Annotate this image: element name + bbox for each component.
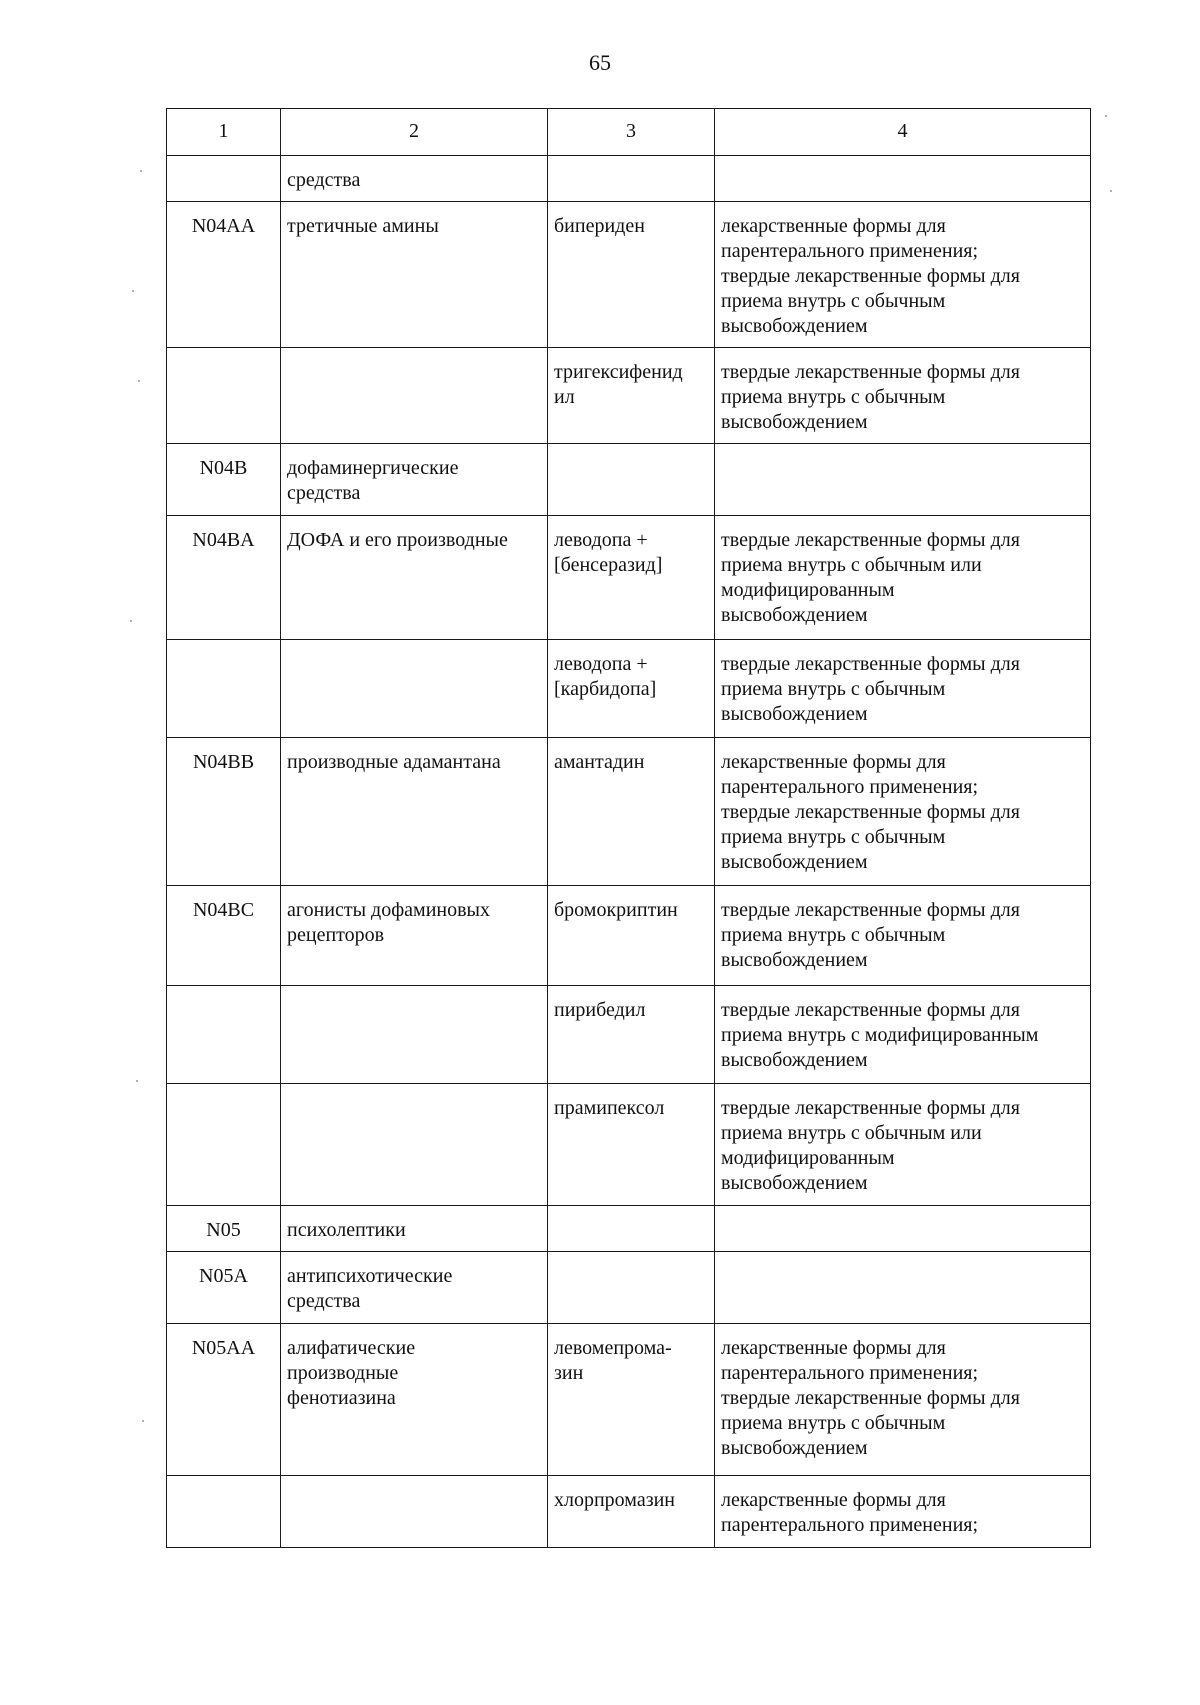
atc-code: N04AA bbox=[191, 215, 256, 237]
substance-cell bbox=[548, 1476, 715, 1548]
scan-speck bbox=[1110, 190, 1112, 192]
substance-name: леводопа + [бенсеразид] bbox=[554, 529, 663, 576]
group-cell bbox=[281, 640, 548, 738]
group-name: алифатические производные фенотиазина bbox=[287, 1337, 416, 1409]
substance-cell bbox=[548, 640, 715, 738]
dosage-form-cell bbox=[715, 348, 1091, 444]
atc-code-cell bbox=[167, 640, 281, 738]
group-cell bbox=[281, 348, 548, 444]
table-row bbox=[167, 986, 1091, 1084]
group-cell bbox=[281, 738, 548, 886]
substance-cell bbox=[548, 1324, 715, 1476]
atc-code-cell bbox=[167, 986, 281, 1084]
substance-cell bbox=[548, 516, 715, 640]
scan-speck bbox=[130, 620, 132, 622]
substance-cell bbox=[548, 1252, 715, 1324]
dosage-form: твердые лекарственные формы для приема внутрь с обычным или модифицированным высвобождением bbox=[721, 529, 1020, 626]
substance-name: бипериден bbox=[554, 215, 645, 237]
dosage-form: твердые лекарственные формы для приема внутрь с обычным или модифицированным высвобождением bbox=[721, 1097, 1020, 1194]
group-name: дофаминергические средства bbox=[287, 457, 459, 504]
substance-cell bbox=[548, 738, 715, 886]
group-name: третичные амины bbox=[287, 215, 439, 237]
column-header-4: 4 bbox=[715, 109, 1091, 156]
dosage-form-cell bbox=[715, 444, 1091, 516]
table-row bbox=[167, 202, 1091, 348]
group-cell bbox=[281, 1206, 548, 1252]
dosage-form: лекарственные формы для парентерального применения; твердые лекарственные формы для приема внутрь с обычным высвобождением bbox=[721, 215, 1020, 337]
atc-code-cell bbox=[167, 348, 281, 444]
atc-code: N04BB bbox=[192, 751, 255, 773]
group-cell bbox=[281, 444, 548, 516]
substance-name: хлорпромазин bbox=[554, 1489, 676, 1511]
dosage-form: лекарственные формы для парентерального применения; твердые лекарственные формы для приема внутрь с обычным высвобождением bbox=[721, 1337, 1020, 1459]
scan-speck bbox=[1105, 115, 1107, 117]
group-name: агонисты дофаминовых рецепторов bbox=[287, 899, 490, 946]
atc-code: N05 bbox=[206, 1219, 241, 1241]
table-row bbox=[167, 444, 1091, 516]
table-row bbox=[167, 516, 1091, 640]
atc-code-cell bbox=[167, 886, 281, 986]
scan-speck bbox=[140, 170, 142, 172]
table-row bbox=[167, 738, 1091, 886]
group-cell bbox=[281, 1252, 548, 1324]
atc-code: N04BA bbox=[192, 529, 255, 551]
dosage-form-cell bbox=[715, 1476, 1091, 1548]
table-row bbox=[167, 1206, 1091, 1252]
group-cell bbox=[281, 1084, 548, 1206]
substance-cell bbox=[548, 348, 715, 444]
group-cell bbox=[281, 202, 548, 348]
dosage-form-cell bbox=[715, 202, 1091, 348]
dosage-form-cell bbox=[715, 886, 1091, 986]
dosage-form-cell bbox=[715, 1206, 1091, 1252]
dosage-form: лекарственные формы для парентерального применения; твердые лекарственные формы для приема внутрь с обычным высвобождением bbox=[721, 751, 1020, 873]
column-header-3: 3 bbox=[548, 109, 715, 156]
group-name: ДОФА и его производные bbox=[287, 529, 508, 551]
atc-code-cell bbox=[167, 156, 281, 202]
table-row bbox=[167, 1084, 1091, 1206]
group-cell bbox=[281, 516, 548, 640]
table-row bbox=[167, 1324, 1091, 1476]
dosage-form-cell bbox=[715, 516, 1091, 640]
dosage-form-cell bbox=[715, 640, 1091, 738]
atc-code: N05AA bbox=[191, 1337, 256, 1359]
drug-table bbox=[166, 108, 1091, 1548]
table-row bbox=[167, 640, 1091, 738]
dosage-form: твердые лекарственные формы для приема внутрь с модифицированным высвобождением bbox=[721, 999, 1039, 1071]
substance-name: леводопа + [карбидопа] bbox=[554, 653, 657, 700]
dosage-form-cell bbox=[715, 1324, 1091, 1476]
substance-name: бромокриптин bbox=[554, 899, 678, 921]
table-row bbox=[167, 1252, 1091, 1324]
dosage-form: твердые лекарственные формы для приема внутрь с обычным высвобождением bbox=[721, 899, 1020, 971]
substance-name: прамипексол bbox=[554, 1097, 665, 1119]
substance-cell bbox=[548, 1206, 715, 1252]
dosage-form-cell bbox=[715, 738, 1091, 886]
group-name: средства bbox=[287, 169, 361, 191]
column-header-1: 1 bbox=[167, 109, 281, 156]
scan-speck bbox=[142, 1420, 144, 1422]
group-name: психолептики bbox=[287, 1219, 406, 1241]
dosage-form-cell bbox=[715, 986, 1091, 1084]
table-row bbox=[167, 156, 1091, 202]
group-cell bbox=[281, 1324, 548, 1476]
column-header-2: 2 bbox=[281, 109, 548, 156]
page-number: 65 bbox=[589, 50, 611, 75]
scan-speck bbox=[136, 1080, 138, 1082]
table-row bbox=[167, 886, 1091, 986]
substance-cell bbox=[548, 1084, 715, 1206]
group-cell bbox=[281, 1476, 548, 1548]
atc-code-cell bbox=[167, 1084, 281, 1206]
atc-code-cell bbox=[167, 1252, 281, 1324]
dosage-form: лекарственные формы для парентерального применения; bbox=[721, 1489, 979, 1536]
substance-cell bbox=[548, 886, 715, 986]
substance-cell bbox=[548, 444, 715, 516]
group-cell bbox=[281, 886, 548, 986]
group-name: производные адамантана bbox=[287, 751, 501, 773]
group-cell bbox=[281, 156, 548, 202]
substance-cell bbox=[548, 986, 715, 1084]
dosage-form-cell bbox=[715, 1084, 1091, 1206]
group-name: антипсихотические средства bbox=[287, 1265, 453, 1312]
scan-speck bbox=[132, 290, 134, 292]
dosage-form: твердые лекарственные формы для приема внутрь с обычным высвобождением bbox=[721, 653, 1020, 725]
substance-cell bbox=[548, 202, 715, 348]
group-cell bbox=[281, 986, 548, 1084]
atc-code: N04B bbox=[199, 457, 248, 479]
substance-name: левомепрома- зин bbox=[554, 1337, 672, 1384]
substance-name: пирибедил bbox=[554, 999, 646, 1021]
atc-code-cell bbox=[167, 1206, 281, 1252]
substance-cell bbox=[548, 156, 715, 202]
scan-speck bbox=[138, 380, 140, 382]
table-row bbox=[167, 1476, 1091, 1548]
substance-name: амантадин bbox=[554, 751, 645, 773]
table-header-row bbox=[167, 109, 1091, 156]
atc-code: N04BC bbox=[192, 899, 255, 921]
atc-code: N05A bbox=[199, 1265, 248, 1287]
table-row bbox=[167, 348, 1091, 444]
atc-code-cell bbox=[167, 738, 281, 886]
dosage-form: твердые лекарственные формы для приема внутрь с обычным высвобождением bbox=[721, 361, 1020, 433]
dosage-form-cell bbox=[715, 156, 1091, 202]
atc-code-cell bbox=[167, 516, 281, 640]
atc-code-cell bbox=[167, 444, 281, 516]
substance-name: тригексифенид ил bbox=[554, 361, 683, 408]
atc-code-cell bbox=[167, 202, 281, 348]
dosage-form-cell bbox=[715, 1252, 1091, 1324]
atc-code-cell bbox=[167, 1476, 281, 1548]
atc-code-cell bbox=[167, 1324, 281, 1476]
